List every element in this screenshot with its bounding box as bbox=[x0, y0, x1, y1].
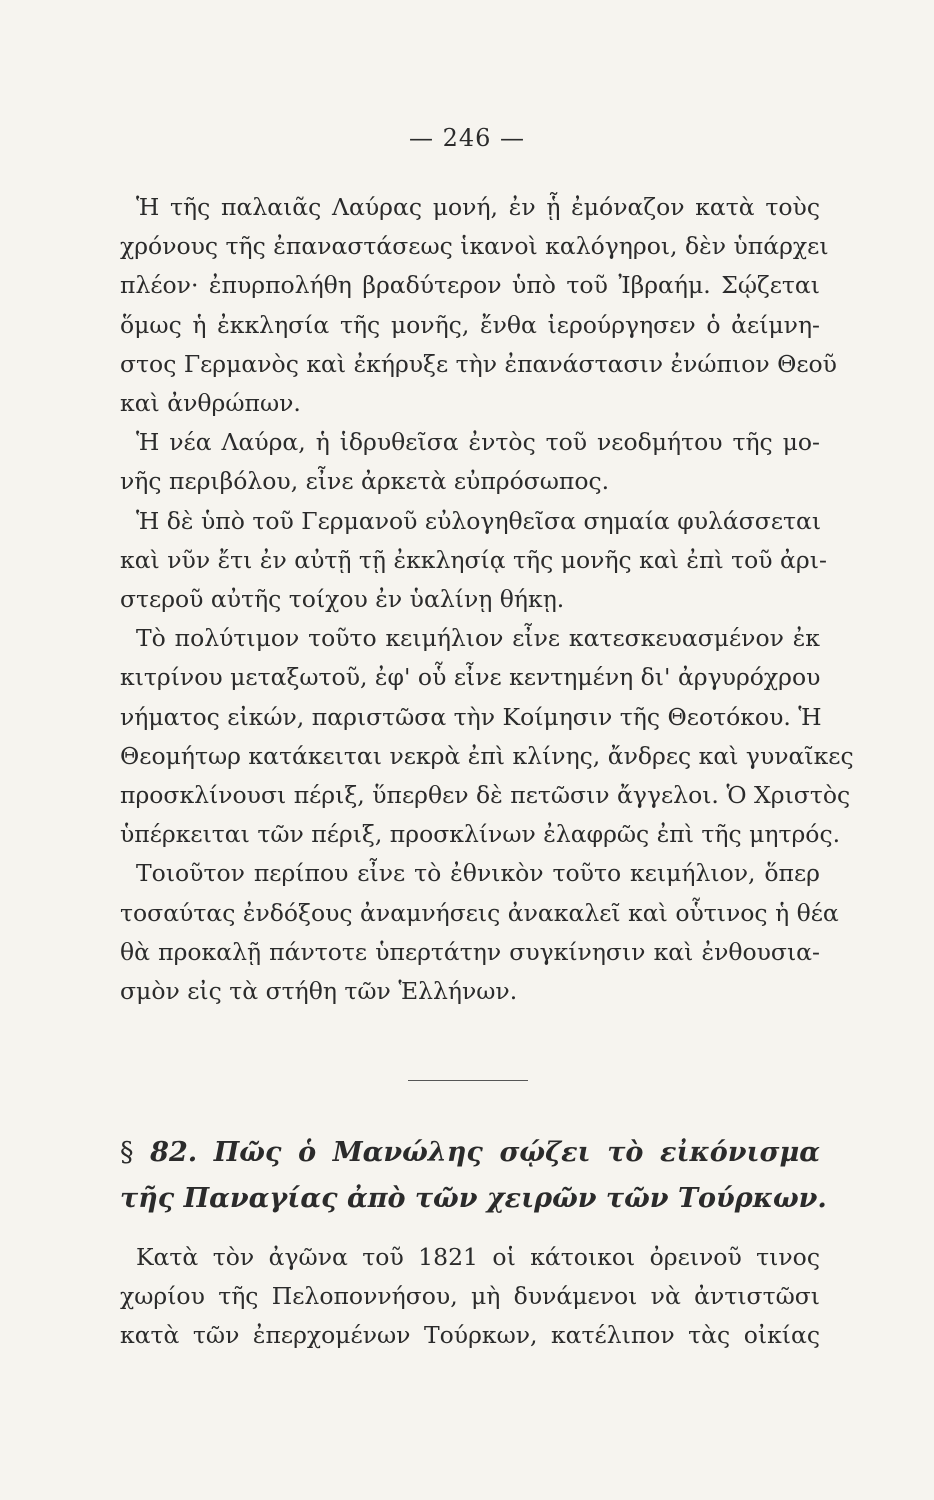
text-line: καὶ νῦν ἔτι ἐν αὐτῇ τῇ ἐκκλησίᾳ τῆς μονῆς καὶ ἐπὶ τοῦ ἀρι- bbox=[120, 545, 827, 574]
text-line: νῆς περιβόλου, εἶνε ἀρκετὰ εὐπρόσωπος. bbox=[120, 467, 610, 496]
text-line: στεροῦ αὐτῆς τοίχου ἐν ὑαλίνῃ θήκῃ. bbox=[120, 585, 565, 614]
text-line: Κατὰ τὸν ἀγῶνα τοῦ 1821 οἱ κάτοικοι ὀρεινοῦ τινος bbox=[136, 1243, 820, 1271]
section-body-text bbox=[120, 1238, 820, 1356]
text-line: θὰ προκαλῇ πάντοτε ὑπερτάτην συγκίνησιν καὶ ἐνθουσια- bbox=[120, 937, 820, 966]
text-line: χωρίου τῆς Πελοποννήσου, μὴ δυνάμενοι νὰ ἀντιστῶσι bbox=[120, 1282, 820, 1311]
body-text bbox=[120, 188, 854, 1011]
paragraph-new-lavra bbox=[120, 423, 820, 501]
section-mark: § bbox=[120, 1137, 134, 1168]
text-line: σμὸν εἰς τὰ στήθη τῶν Ἑλλήνων. bbox=[120, 977, 518, 1006]
text-line: Θεομήτωρ κατάκειται νεκρὰ ἐπὶ κλίνης, ἄνδρες καὶ γυναῖκες bbox=[120, 741, 854, 770]
text-line: προσκλίνουσι πέριξ, ὕπερθεν δὲ πετῶσιν ἄγγελοι. Ὁ Χριστὸς bbox=[120, 781, 851, 810]
text-line: Τοιοῦτον περίπου εἶνε τὸ ἐθνικὸν τοῦτο κειμήλιον, ὅπερ bbox=[136, 859, 820, 888]
text-line: Τὸ πολύτιμον τοῦτο κειμήλιον εἶνε κατεσκευασμένον ἐκ bbox=[136, 624, 820, 653]
section-heading bbox=[120, 1130, 827, 1222]
text-line: στος Γερμανὸς καὶ ἐκήρυξε τὴν ἐπανάστασιν ἐνώπιον Θεοῦ bbox=[120, 349, 837, 378]
text-line: νήματος εἰκών, παριστῶσα τὴν Κοίμησιν τῆς Θεοτόκου. Ἡ bbox=[120, 702, 822, 731]
section-heading-line bbox=[120, 1130, 820, 1176]
paragraph-old-lavra bbox=[120, 188, 837, 423]
text-line: χρόνους τῆς ἐπαναστάσεως ἱκανοὶ καλόγηροι, δὲν ὑπάρχει bbox=[120, 232, 829, 261]
section-divider bbox=[408, 1080, 528, 1081]
text-line: ὅμως ἡ ἐκκλησία τῆς μονῆς, ἔνθα ἱερούργησεν ὁ ἀείμνη- bbox=[120, 310, 820, 339]
text-line: Ἡ νέα Λαύρα, ἡ ἱδρυθεῖσα ἐντὸς τοῦ νεοδμήτου τῆς μο- bbox=[136, 428, 820, 457]
text-line: Ἡ δὲ ὑπὸ τοῦ Γερμανοῦ εὐλογηθεῖσα σημαία φυλάσσεται bbox=[136, 506, 822, 535]
section-heading-text: 82. Πῶς ὁ Μανώλης σῴζει τὸ εἰκόνισμα bbox=[150, 1137, 820, 1168]
text-line: Ἡ τῆς παλαιᾶς Λαύρας μονή, ἐν ᾗ ἐμόναζον κατὰ τοὺς bbox=[136, 193, 820, 221]
page-number: — 246 — bbox=[408, 124, 526, 152]
paragraph-1821 bbox=[120, 1238, 820, 1356]
text-line: ὑπέρκειται τῶν πέριξ, προσκλίνων ἐλαφρῶς ἐπὶ τῆς μητρός. bbox=[120, 820, 841, 849]
text-line: κατὰ τῶν ἐπερχομένων Τούρκων, κατέλιπον τὰς οἰκίας bbox=[120, 1321, 820, 1350]
text-line: τοσαύτας ἐνδόξους ἀναμνήσεις ἀνακαλεῖ καὶ οὗτινος ἡ θέα bbox=[120, 898, 839, 927]
paragraph-banner bbox=[120, 502, 827, 620]
text-line: κιτρίνου μεταξωτοῦ, ἐφ' οὗ εἶνε κεντημένη δι' ἀργυρόχρου bbox=[120, 663, 821, 692]
paragraph-relic bbox=[120, 619, 854, 854]
paragraph-national-relic bbox=[120, 854, 839, 1011]
text-line: πλέον· ἐπυρπολήθη βραδύτερον ὑπὸ τοῦ Ἰβραήμ. Σῴζεται bbox=[120, 271, 820, 300]
section-heading-line: τῆς Παναγίας ἀπὸ τῶν χειρῶν τῶν Τούρκων. bbox=[120, 1183, 827, 1214]
text-line: καὶ ἀνθρώπων. bbox=[120, 389, 301, 418]
